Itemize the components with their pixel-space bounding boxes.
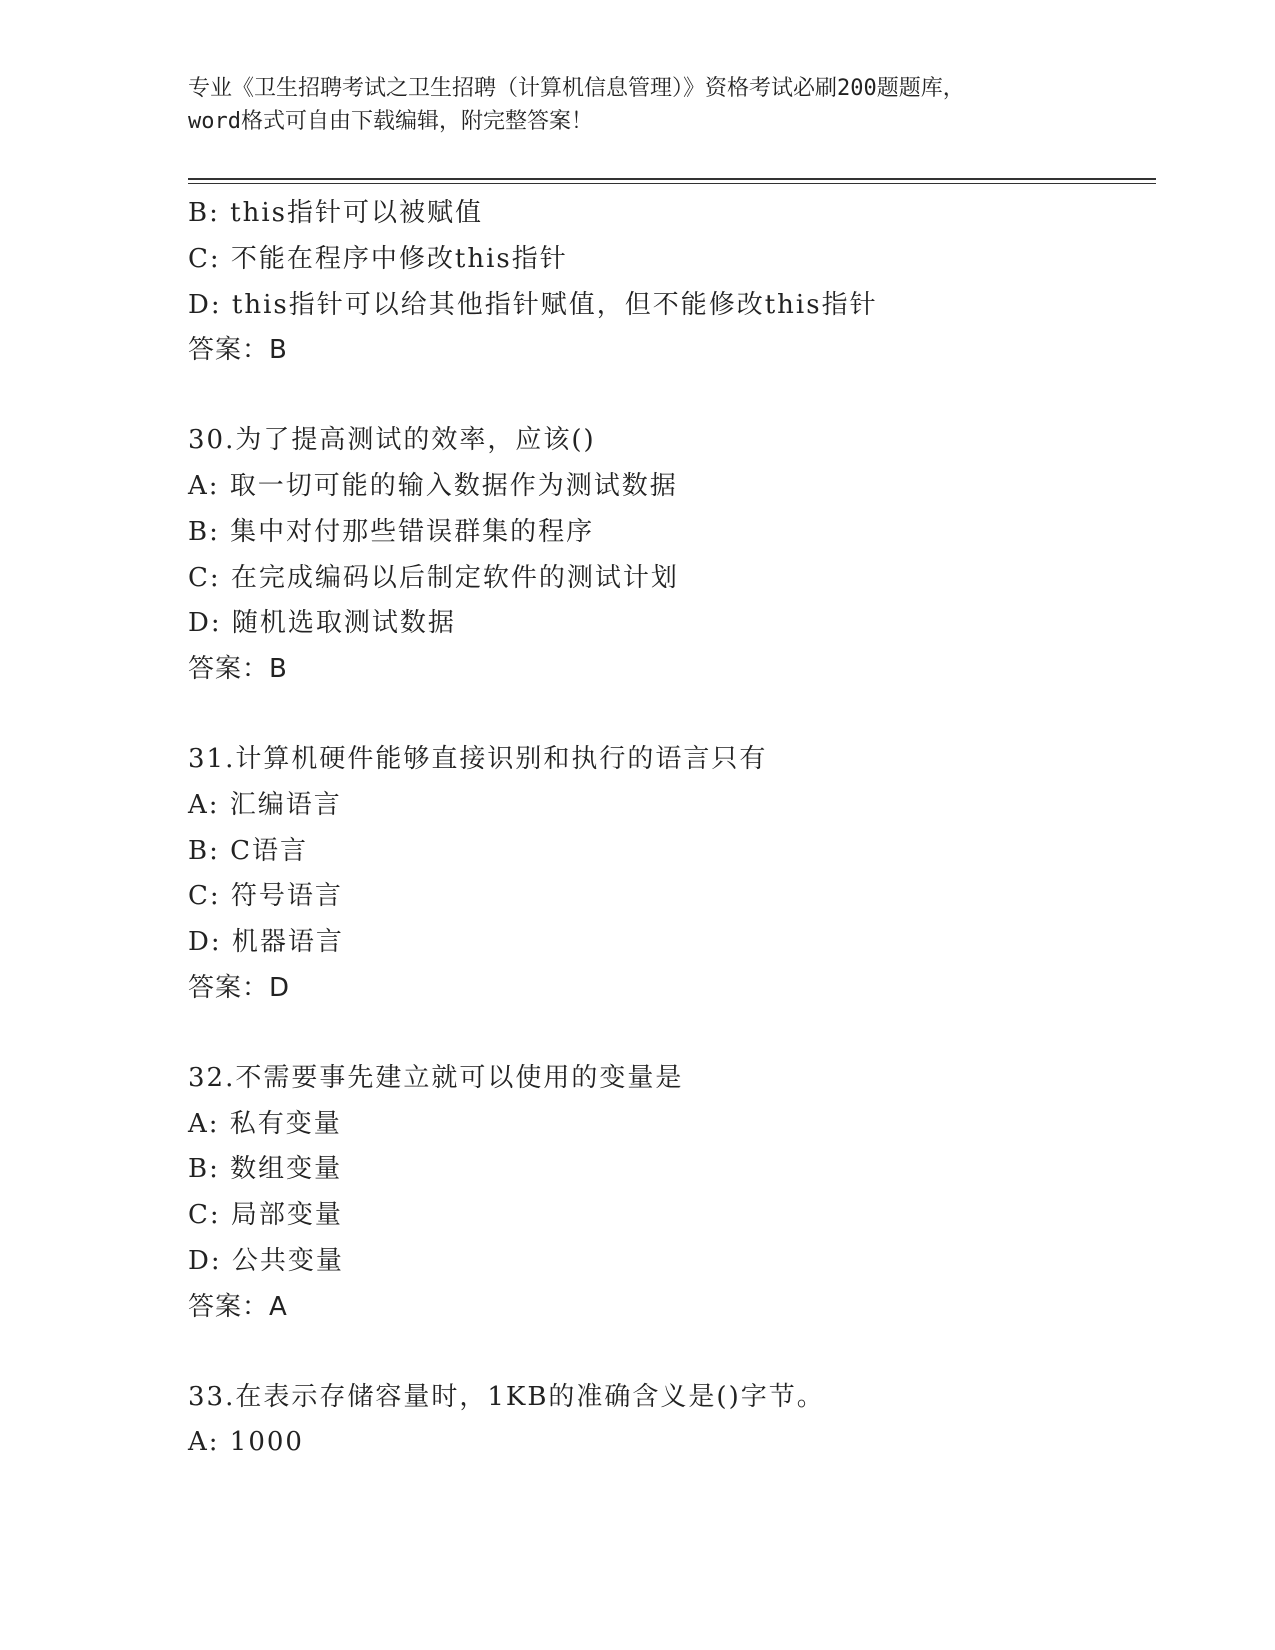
option-d: D: 随机选取测试数据 bbox=[188, 608, 456, 639]
option-d: D: 公共变量 bbox=[188, 1245, 344, 1276]
answer-line: 答案：D bbox=[188, 972, 291, 1003]
question-block bbox=[188, 1375, 1168, 1467]
option-a: A: 私有变量 bbox=[188, 1108, 342, 1139]
answer-line: 答案：B bbox=[188, 654, 288, 685]
option-a: A: 1000 bbox=[188, 1427, 304, 1458]
header-line-1: 专业《卫生招聘考试之卫生招聘（计算机信息管理）》资格考试必刷200题题库， bbox=[188, 76, 965, 101]
question-block bbox=[188, 418, 1168, 693]
question-block bbox=[188, 1056, 1168, 1331]
option-b: B: 集中对付那些错误群集的程序 bbox=[188, 516, 595, 547]
option-d: D: 机器语言 bbox=[188, 927, 344, 958]
option-b: B: this指针可以被赋值 bbox=[188, 198, 483, 228]
question-text: 31.计算机硬件能够直接识别和执行的语言只有 bbox=[188, 743, 768, 774]
answer-line: 答案：B bbox=[188, 335, 288, 366]
option-d: D: this指针可以给其他指针赋值，但不能修改this指针 bbox=[188, 289, 878, 320]
option-c: C: 局部变量 bbox=[188, 1200, 343, 1231]
option-a: A: 汇编语言 bbox=[188, 789, 342, 820]
header-line-2: word格式可自由下载编辑，附完整答案！ bbox=[188, 109, 593, 134]
option-c: C: 不能在程序中修改this指针 bbox=[188, 243, 568, 274]
question-block bbox=[188, 737, 1168, 1012]
question-text: 30.为了提高测试的效率，应该() bbox=[188, 425, 596, 456]
option-a: A: 取一切可能的输入数据作为测试数据 bbox=[188, 470, 678, 501]
header-divider-thin bbox=[188, 183, 1156, 184]
answer-line: 答案：A bbox=[188, 1291, 288, 1322]
option-c: C: 在完成编码以后制定软件的测试计划 bbox=[188, 562, 679, 593]
option-c: C: 符号语言 bbox=[188, 881, 343, 912]
question-text: 32.不需要事先建立就可以使用的变量是 bbox=[188, 1062, 684, 1093]
header-divider bbox=[188, 178, 1156, 180]
question-list bbox=[188, 191, 1168, 1466]
option-b: B: 数组变量 bbox=[188, 1154, 343, 1185]
document-header bbox=[188, 72, 1088, 138]
question-text: 33.在表示存储容量时，1KB的准确含义是()字节。 bbox=[188, 1381, 825, 1412]
option-b: B: C语言 bbox=[188, 835, 309, 866]
question-block bbox=[188, 191, 1168, 374]
